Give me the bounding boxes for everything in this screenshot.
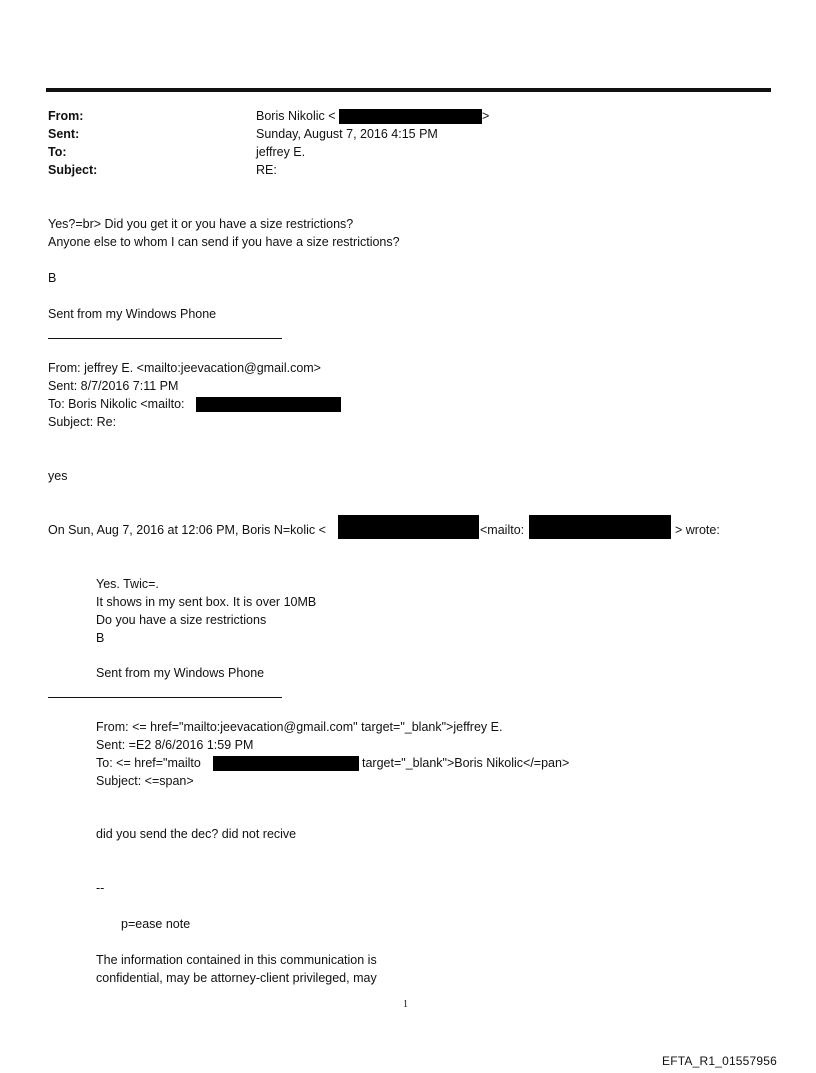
quoted3-confidential-1: The information contained in this communication is <box>96 953 377 967</box>
body-line-2: Anyone else to whom I can send if you have a size restrictions? <box>48 235 400 249</box>
redaction-box <box>213 756 359 771</box>
quoted2-line-1: Yes. Twic=. <box>96 577 159 591</box>
quoted2-line-2: It shows in my sent box. It is over 10MB <box>96 595 317 609</box>
body-line-1: Yes?=br> Did you get it or you have a size restrictions? <box>48 217 354 231</box>
quoted3-from: From: <= href="mailto:jeevacation@gmail.com" target="_blank">jeffrey E. <box>96 720 503 734</box>
quoted3-text: did you send the dec? did not recive <box>96 827 297 841</box>
quoted1-on-line-a: On Sun, Aug 7, 2016 at 12:06 PM, Boris N=kolic < <box>48 523 326 537</box>
header-to-value: jeffrey E. <box>256 145 306 159</box>
quoted3-to-a: To: <= href="mailto <box>96 756 201 770</box>
quoted1-to: To: Boris Nikolic <mailto: <box>48 397 185 411</box>
quoted1-on-line-b: <mailto: <box>480 523 525 537</box>
quoted1-sent: Sent: 8/7/2016 7:11 PM <box>48 379 179 393</box>
header-sent-value: Sunday, August 7, 2016 4:15 PM <box>256 127 438 141</box>
quoted3-confidential-2: confidential, may be attorney-client privileged, may <box>96 971 377 985</box>
header-subject-value: RE: <box>256 163 277 177</box>
document-id: EFTA_R1_01557956 <box>662 1054 778 1068</box>
quoted2-sent-from: Sent from my Windows Phone <box>96 666 265 680</box>
redaction-box <box>339 109 482 124</box>
separator-rule <box>48 338 282 339</box>
header-subject-label: Subject: <box>48 163 98 177</box>
body-sent-from: Sent from my Windows Phone <box>48 307 217 321</box>
redaction-box <box>529 515 671 539</box>
redaction-box <box>338 515 479 539</box>
quoted1-on-line-c: > wrote: <box>675 523 720 537</box>
header-from-value: Boris Nikolic < <box>256 109 336 123</box>
quoted3-to-b: target="_blank">Boris Nikolic</=pan> <box>362 756 570 770</box>
quoted3-sent: Sent: =E2 8/6/2016 1:59 PM <box>96 738 254 752</box>
header-from-label: From: <box>48 109 84 123</box>
top-rule <box>46 88 771 92</box>
quoted2-line-3: Do you have a size restrictions <box>96 613 267 627</box>
quoted3-dashes: -- <box>96 881 105 895</box>
quoted3-subject: Subject: <=span> <box>96 774 194 788</box>
quoted1-text: yes <box>48 469 68 483</box>
page-number: 1 <box>403 999 408 1010</box>
quoted1-subject: Subject: Re: <box>48 415 117 429</box>
separator-rule <box>48 697 282 698</box>
body-signature: B <box>48 271 57 285</box>
header-to-label: To: <box>48 145 67 159</box>
quoted2-line-4: B <box>96 631 105 645</box>
quoted1-from: From: jeffrey E. <mailto:jeevacation@gmail.com> <box>48 361 321 375</box>
quoted3-note: p=ease note <box>121 917 191 931</box>
header-from-suffix: > <box>482 109 490 123</box>
header-sent-label: Sent: <box>48 127 80 141</box>
redaction-box <box>196 397 341 412</box>
